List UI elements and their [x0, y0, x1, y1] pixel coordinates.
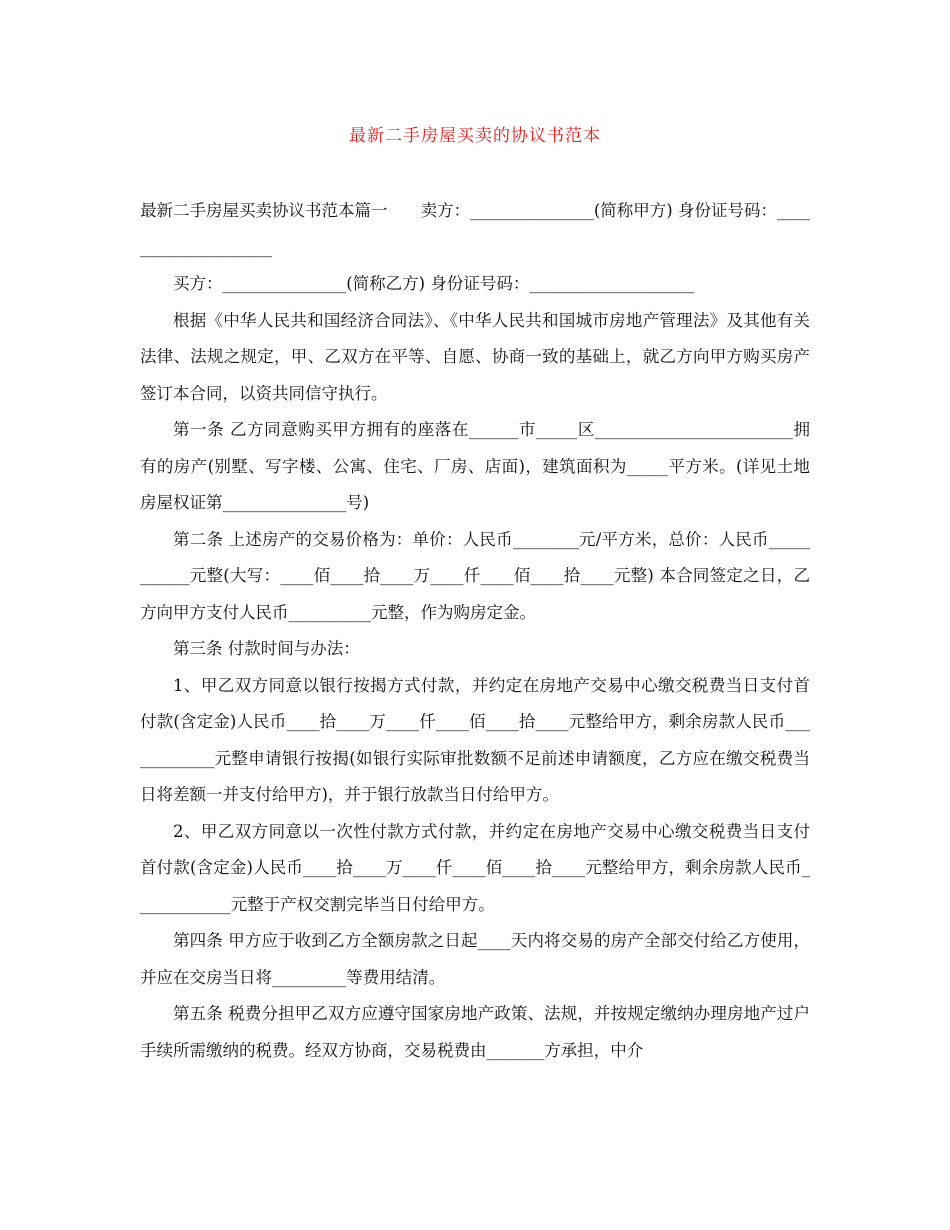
paragraph-article-3-item-1: 1、甲乙双方同意以银行按揭方式付款，并约定在房地产交易中心缴交税费当日支付首付款(含定金)人民币____拾____万____仟____佰____拾____元整给甲方，剩余房款人民币____________元整申请银行按揭(如银行实际审批数额不足前述申请额度，乙方应在缴交税费当日将差额一并支付给甲方)，并于银行放款当日付给甲方。: [140, 675, 810, 804]
paragraph-article-3-item-2: 2、甲乙双方同意以一次性付款方式付款，并约定在房地产交易中心缴交税费当日支付首付款(含定金)人民币____拾____万____仟____佰____拾____元整给甲方，剩余房款人民币____________元整于产权交割完毕当日付给甲方。: [140, 821, 810, 914]
paragraph-article-3: 第三条 付款时间与办法：: [173, 639, 360, 658]
paragraph-buyer: 买方：_______________(简称乙方) 身份证号码：____________________: [173, 274, 695, 293]
paragraph-legal-basis: 根据《中华人民共和国经济合同法》、《中华人民共和国城市房地产管理法》及其他有关法律、法规之规定，甲、乙双方在平等、自愿、协商一致的基础上，就乙方向甲方购买房产签订本合同，以资共同信守执行。: [140, 310, 810, 403]
paragraph-article-4: 第四条 甲方应于收到乙方全额房款之日起____天内将交易的房产全部交付给乙方使用，并应在交房当日将_________等费用结清。: [140, 931, 810, 987]
paragraph-article-2: 第二条 上述房产的交易价格为：单价：人民币________元/平方米，总价：人民币___________元整(大写：____佰____拾____万____仟____佰____拾____元整) 本合同签定之日，乙方向甲方支付人民币__________元整，作为购房定金。: [140, 529, 810, 622]
document-body: [140, 193, 810, 1069]
paragraph-article-1: 第一条 乙方同意购买甲方拥有的座落在______市_____区________________________拥有的房产(别墅、写字楼、公寓、住宅、厂房、店面)，建筑面积为_____平方米。(详见土地房屋权证第_______________号): [140, 420, 810, 512]
paragraph-article-5: 第五条 税费分担甲乙双方应遵守国家房地产政策、法规，并按规定缴纳办理房地产过户手续所需缴纳的税费。经双方协商，交易税费由_______方承担，中介: [140, 1004, 810, 1060]
document-title: 最新二手房屋买卖的协议书范本: [349, 126, 601, 146]
paragraph-intro-seller: 最新二手房屋买卖协议书范本篇一 卖方：_______________(简称甲方) 身份证号码：____________________: [140, 201, 810, 257]
